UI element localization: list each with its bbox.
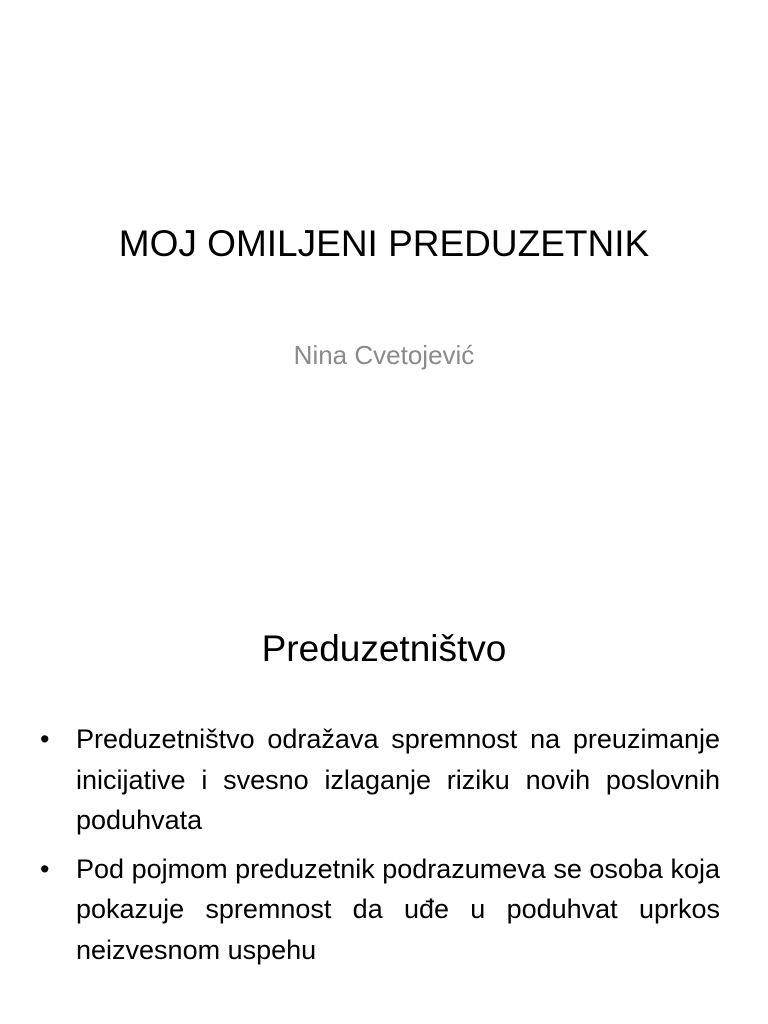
bullet-text: Preduzetništvo odražava spremnost na preuzimanje inicijative i svesno izlaganje riziku novih poslovnih poduhvata — [76, 724, 720, 835]
content-slide — [0, 512, 768, 1024]
slide-heading: Preduzetništvo — [261, 628, 507, 669]
bullet-icon: • — [40, 724, 50, 754]
slide-title: MOJ OMILJENI PREDUZETNIK — [118, 223, 650, 264]
bullet-item — [40, 849, 720, 971]
bullet-icon: • — [40, 853, 50, 884]
slide-subtitle-author: Nina Cvetojević — [293, 340, 475, 370]
bullet-list — [40, 719, 720, 978]
bullet-text: Pod pojmom preduzetnik podrazumeva se osoba koja pokazuje spremnost da uđe u poduhvat uprkos neizvesnom uspehu — [76, 853, 720, 965]
bullet-item — [40, 719, 720, 841]
